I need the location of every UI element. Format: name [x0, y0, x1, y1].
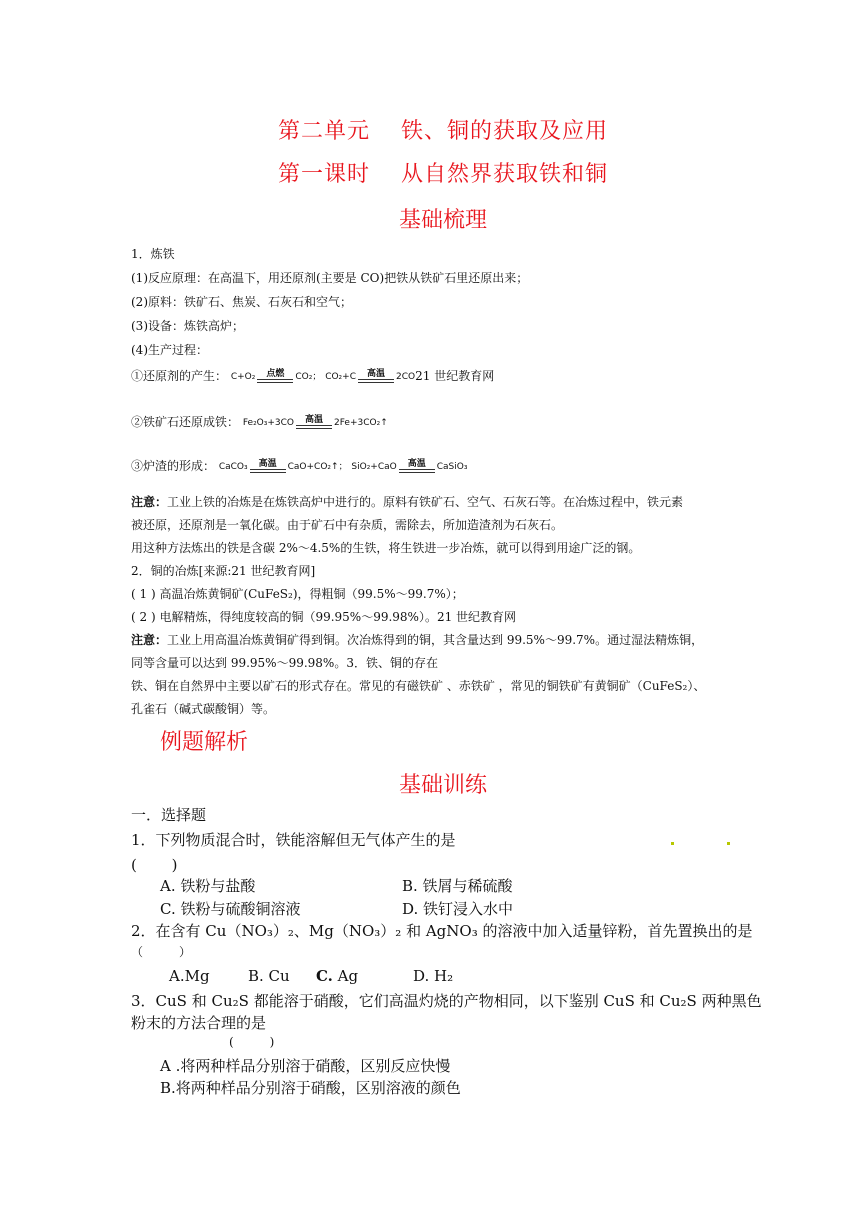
- existence-line2: 孔雀石（碱式碳酸铜）等。: [131, 702, 276, 716]
- question-3-line2: 粉末的方法合理的是: [131, 1014, 267, 1032]
- question-3-line1: 3．CuS 和 Cu₂S 都能溶于硝酸，它们高温灼烧的产物相同，以下鉴别 CuS 和 Cu₂S 两种黑色: [131, 992, 762, 1010]
- q1-option-d: D. 铁钉浸入水中: [402, 900, 514, 918]
- exercise-section-heading: 一．选择题: [131, 806, 207, 824]
- step2-label: ②铁矿石还原成铁：: [131, 415, 240, 429]
- question-2: 2．在含有 Cu（NO₃）₂、Mg（NO₃）₂ 和 AgNO₃ 的溶液中加入适量锌粉，首先置换出的是: [131, 922, 753, 940]
- section-title-basics: 基础梳理: [399, 208, 488, 233]
- equation-co-generation: CO₂+C 高温 2CO: [325, 369, 416, 382]
- section-title-examples: 例题解析: [160, 730, 249, 755]
- speck-mark: [671, 842, 674, 845]
- q1-option-c: C. 铁粉与硫酸铜溶液: [160, 900, 301, 918]
- q2-option-a: A.Mg: [169, 967, 210, 985]
- step3-line: [131, 458, 467, 475]
- step1-line: [131, 368, 494, 385]
- source-note: 21 世纪教育网: [415, 369, 495, 383]
- question-1-paren: ( ): [131, 856, 178, 874]
- equation-combustion: C+O₂ 点燃 CO₂；: [230, 369, 322, 382]
- question-1: 1．下列物质混合时，铁能溶解但无气体产生的是: [131, 831, 456, 849]
- step3-label: ③炉渣的形成：: [131, 459, 216, 473]
- q1-option-b: B. 铁屑与稀硫酸: [402, 877, 513, 895]
- iron-note-line2: 被还原，还原剂是一氧化碳。由于矿石中有杂质，需除去，所加造渣剂为石灰石。: [131, 518, 564, 532]
- equation-limestone: CaCO₃ 高温 CaO+CO₂↑；: [218, 459, 348, 472]
- q3-option-b: B.将两种样品分别溶于硝酸，区别溶液的颜色: [160, 1079, 461, 1097]
- equation-slag: SiO₂+CaO 高温 CaSiO₃: [351, 459, 468, 472]
- question-3-paren: ( ): [229, 1035, 275, 1049]
- q3-option-a: A .将两种样品分别溶于硝酸，区别反应快慢: [160, 1057, 451, 1075]
- copper-smelting: ( 1 ) 高温冶炼黄铜矿(CuFeS₂)，得粗铜（99.5%～99.7%）；: [131, 587, 464, 601]
- question-2-paren: （ ）: [131, 945, 192, 959]
- speck-mark: [727, 842, 730, 845]
- step2-line: [131, 414, 388, 431]
- iron-equipment: (3)设备：炼铁高炉；: [131, 319, 244, 333]
- existence-line1: 铁、铜在自然界中主要以矿石的形式存在。常见的有磁铁矿 、赤铁矿 ，常见的铜铁矿有黄铜矿（CuFeS₂）、: [131, 679, 706, 693]
- q1-option-a: A. 铁粉与盐酸: [160, 877, 256, 895]
- q2-option-c: C. Ag: [316, 967, 359, 985]
- iron-materials: (2)原料：铁矿石、焦炭、石灰石和空气；: [131, 295, 352, 309]
- iron-principle: (1)反应原理：在高温下，用还原剂(主要是 CO)把铁从铁矿石里还原出来；: [131, 271, 529, 285]
- copper-note-line2: 同等含量可以达到 99.95%～99.98%。3．铁、铜的存在: [131, 656, 438, 670]
- iron-note-line3: 用这种方法炼出的铁是含碳 2%～4.5%的生铁，将生铁进一步冶炼，就可以得到用途广泛的钢。: [131, 541, 641, 555]
- iron-process: (4)生产过程：: [131, 343, 208, 357]
- step1-label: ①还原剂的产生：: [131, 369, 228, 383]
- q2-option-b: B. Cu: [248, 967, 290, 985]
- copper-note-line1: 注意：工业上用高温冶炼黄铜矿得到铜。次冶炼得到的铜，其含量达到 99.5%～99.7%。通过湿法精炼铜，: [131, 633, 704, 647]
- copper-refining: ( 2 ) 电解精炼，得纯度较高的铜（99.95%～99.98%）。21 世纪教育网: [131, 610, 517, 624]
- section-title-training: 基础训练: [399, 773, 488, 798]
- copper-heading: 2．铜的冶炼[来源:21 世纪教育网]: [131, 564, 316, 578]
- equation-iron-reduction: Fe₂O₃+3CO 高温 2Fe+3CO₂↑: [242, 415, 388, 428]
- iron-note-line1: 注意：工业上铁的冶炼是在炼铁高炉中进行的。原料有铁矿石、空气、石灰石等。在冶炼过程中，铁元素: [131, 495, 684, 509]
- lesson-title: 第一课时 从自然界获取铁和铜: [278, 162, 608, 187]
- unit-title: 第二单元 铁、铜的获取及应用: [278, 119, 608, 144]
- q2-option-d: D. H₂: [413, 967, 454, 985]
- iron-heading: 1．炼铁: [131, 247, 175, 261]
